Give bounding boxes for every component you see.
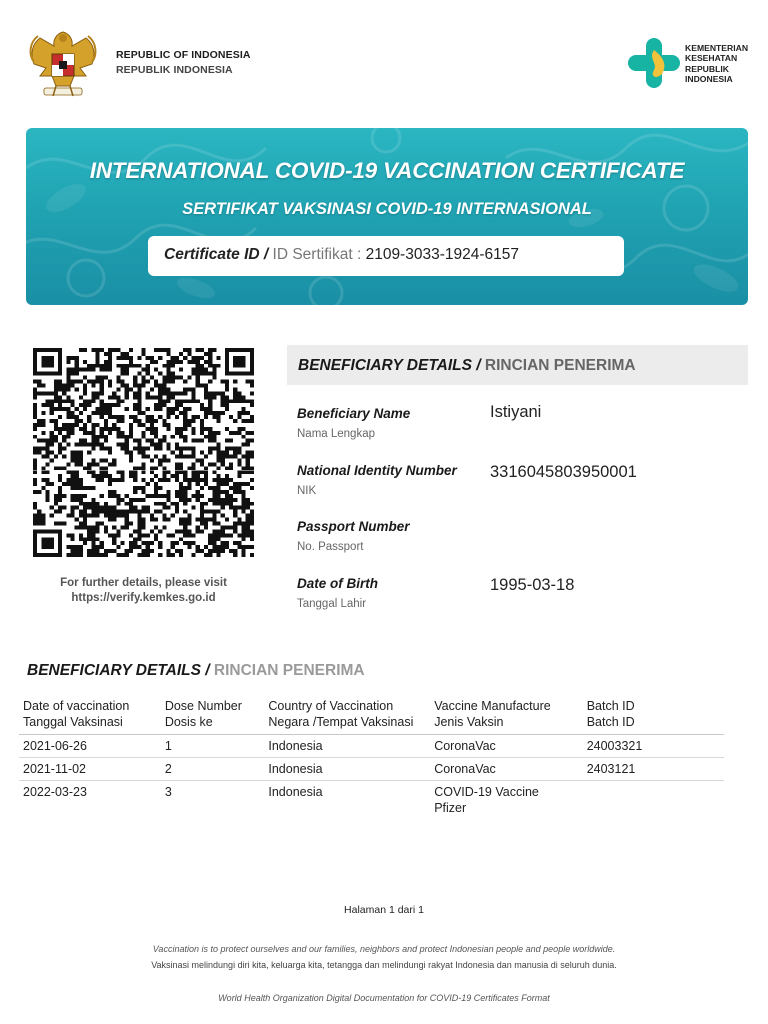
header-dose: Dose Number Dosis ke: [161, 698, 265, 735]
vaccination-section-header: [27, 662, 365, 680]
garuda-emblem-icon: [26, 24, 100, 100]
ministry-line: KESEHATAN: [685, 53, 738, 64]
cell-dose: 1: [161, 735, 265, 758]
cell-vaccine: COVID-19 Vaccine Pfizer: [434, 785, 539, 815]
nik-value: 3316045803950001: [490, 463, 637, 481]
section-title-id: RINCIAN PENERIMA: [209, 662, 365, 679]
cell-country: Indonesia: [264, 735, 430, 758]
nik-label-id: NIK: [297, 485, 317, 497]
footer-message-en: Vaccination is to protect ourselves and our families, neighbors and protect Indonesian people and people worldwide.: [152, 944, 616, 954]
ministry-line: REPUBLIK: [685, 63, 729, 74]
cell-batch: [583, 781, 724, 820]
ministry-line: INDONESIA: [685, 73, 733, 84]
cell-dose: 3: [164, 785, 172, 799]
republic-title-id: REPUBLIK INDONESIA: [116, 64, 233, 76]
beneficiary-section-header: [287, 345, 748, 385]
cell-date: 2021-11-02: [19, 758, 161, 781]
header-country: Country of Vaccination Negara /Tempat Vaksinasi: [264, 698, 430, 735]
kemenkes-logo-icon: [628, 38, 680, 88]
certificate-id-label-en: Certificate ID /: [164, 246, 269, 263]
header-batch: Batch ID Batch ID: [583, 698, 724, 735]
cell-date: 2022-03-23: [23, 785, 87, 799]
cell-country: Indonesia: [264, 758, 430, 781]
footer-message-id: Vaksinasi melindungi diri kita, keluarga kita, tetangga dan melindungi rakyat Indonesia dan manusia di seluruh dunia.: [151, 960, 617, 970]
cell-date: 2021-06-26: [19, 735, 161, 758]
beneficiary-name-value: Istiyani: [490, 403, 542, 421]
cell-vaccine: CoronaVac: [430, 735, 582, 758]
section-title-id: RINCIAN PENERIMA: [480, 357, 636, 374]
republic-title-en: REPUBLIC OF INDONESIA: [116, 49, 251, 61]
qr-code-icon[interactable]: [33, 348, 254, 557]
certificate-title-id: SERTIFIKAT VAKSINASI COVID-19 INTERNASIONAL: [182, 200, 592, 218]
header-vaccine: Vaccine Manufacture Jenis Vaksin: [430, 698, 582, 735]
certificate-title-en: INTERNATIONAL COVID-19 VACCINATION CERTIFICATE: [89, 158, 685, 183]
passport-label-id: No. Passport: [297, 541, 364, 553]
table-row: [19, 758, 724, 781]
header-date: Date of vaccination Tanggal Vaksinasi: [19, 698, 161, 735]
table-row: [19, 781, 724, 820]
vaccination-table: [19, 698, 724, 819]
section-title-en: BENEFICIARY DETAILS /: [298, 357, 481, 374]
nik-label: National Identity Number: [297, 463, 457, 478]
ministry-line: KEMENTERIAN: [685, 43, 749, 53]
cell-batch: 2403121: [583, 758, 724, 781]
cell-country: Indonesia: [268, 785, 323, 799]
verify-url[interactable]: https://verify.kemkes.go.id: [71, 592, 216, 604]
dob-label-id: Tanggal Lahir: [297, 598, 367, 610]
beneficiary-name-label: Beneficiary Name: [297, 406, 411, 421]
table-header-row: [19, 698, 724, 735]
page-number: Halaman 1 dari 1: [344, 904, 424, 916]
certificate-id-label-id: ID Sertifikat :: [268, 246, 366, 263]
footer-who-note: World Health Organization Digital Documentation for COVID-19 Certificates Format: [218, 993, 550, 1003]
passport-label: Passport Number: [297, 519, 410, 534]
verify-note-line1: For further details, please visit: [60, 577, 227, 589]
cell-batch: 24003321: [583, 735, 724, 758]
table-row: [19, 735, 724, 758]
section-title-en: BENEFICIARY DETAILS /: [27, 662, 210, 679]
cell-vaccine: CoronaVac: [430, 758, 582, 781]
dob-value: 1995-03-18: [490, 576, 575, 594]
certificate-id-box: [148, 236, 624, 276]
dob-label: Date of Birth: [297, 576, 378, 591]
ministry-name: [685, 43, 765, 84]
verify-note: [33, 576, 254, 606]
certificate-banner: [26, 128, 748, 305]
beneficiary-name-label-id: Nama Lengkap: [297, 428, 375, 440]
certificate-id-value: 2109-3033-1924-6157: [365, 246, 519, 263]
cell-dose: 2: [161, 758, 265, 781]
